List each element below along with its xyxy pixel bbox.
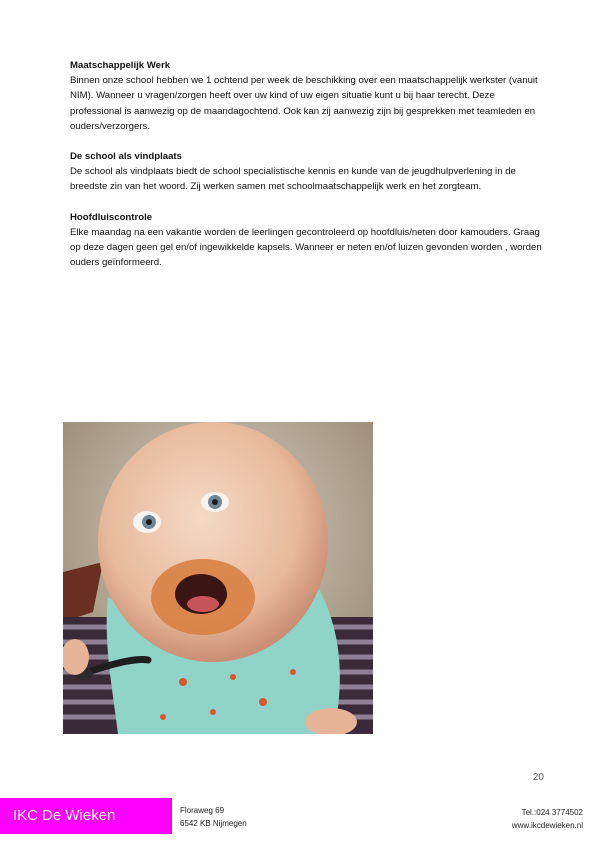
section-hoofdluiscontrole <box>70 210 548 271</box>
address-city: 6542 KB Nijmegen <box>180 819 247 828</box>
footer-contact <box>512 806 583 832</box>
section-heading: De school als vindplaats <box>70 151 182 163</box>
section-heading: Maatschappelijk Werk <box>70 60 171 71</box>
section-maatschappelijk-werk <box>70 58 548 134</box>
page-number: 20 <box>532 772 544 783</box>
brand-logo-name: De Wieken <box>42 807 116 824</box>
contact-phone: Tel.:024 3774502 <box>521 808 583 817</box>
section-vindplaats <box>70 149 548 195</box>
main-content <box>70 58 548 285</box>
footer-brand-bar <box>0 798 172 834</box>
section-heading: Hoofdluiscontrole <box>70 211 153 223</box>
section-body: De school als vindplaats biedt de school specialistische kennis en kunde van de jeugdhulpverlening in de breedste zin van het woord. Zij werken samen met schoolmaatschappelijk werk en het zorgteam. <box>70 166 516 193</box>
section-body: Elke maandag na een vakantie worden de leerlingen gecontroleerd op hoofdluis/neten door kamouders. Graag op deze dagen geen gel en/of ingewikkelde kapsels. Wanneer er neten en/of luizen gevonden worden , worden ouders geïnformeerd. <box>70 226 542 269</box>
baby-photo <box>63 422 373 734</box>
address-street: Floraweg 69 <box>180 806 225 815</box>
brand-logo-prefix: IKC <box>13 807 39 824</box>
section-body: Binnen onze school hebben we 1 ochtend per week de beschikking over een maatschappelijk werkster (vanuit NIM). Wanneer u vragen/zorgen heeft over uw kind of uw eigen situatie kunt u bij haar terecht. Deze professional is aanwezig op de maandagochtend. Ook kan zij aanwezig zijn bij gesprekken met teamleden en ouders/verzorgers. <box>70 75 538 132</box>
website-link[interactable]: www.ikcdewieken.nl <box>511 821 583 830</box>
footer-address <box>180 804 247 830</box>
